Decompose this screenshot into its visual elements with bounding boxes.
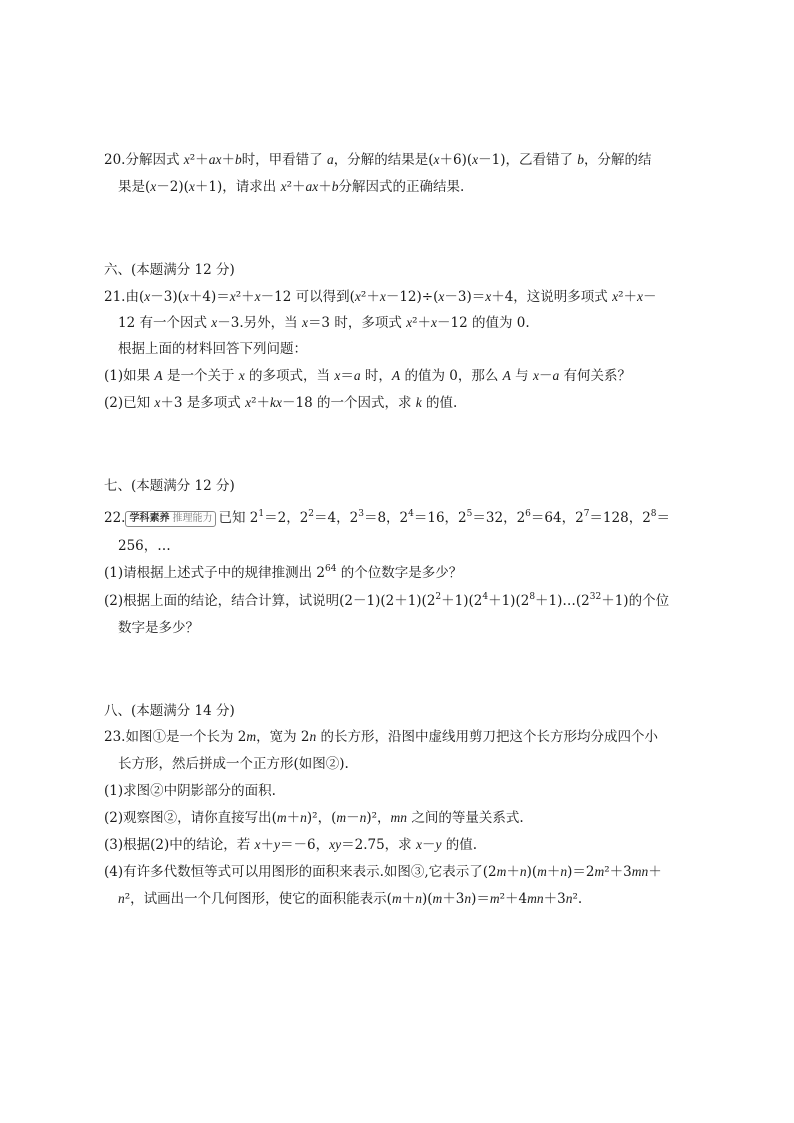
q21-line-1: 21.由(x－3)(x＋4)＝x²＋x－12 可以得到(x²＋x－12)÷(x－3)＝x＋4，这说明多项式 x²＋x－ xyxy=(104,289,657,305)
q23-line-2: 长方形，然后拼成一个正方形(如图②). xyxy=(118,756,349,772)
q22-line-1: 22. 学科素养 推理能力 已知 $2^1=2$，$2^2=4$，$2^3=8$，$2^4=16$，$2^5=32$，$2^6=64$，$2^7=128$，$2^8=$ xyxy=(104,509,671,526)
q21-line-2: 12 有一个因式 x－3.另外，当 x＝3 时，多项式 x²＋x－12 的值为 0. xyxy=(118,315,530,331)
q20-line-1: 20.分解因式 x²＋ax＋b时，甲看错了 a，分解的结果是(x＋6)(x－1)，乙看错了 b，分解的结 xyxy=(104,152,652,168)
q23-line-1: 23.如图①是一个长为 2m，宽为 2n 的长方形，沿图中虚线用剪刀把这个长方形均分成四个小 xyxy=(104,729,659,745)
q22-part-2-cont: 数字是多少？ xyxy=(118,620,199,636)
q23-part-4: (4)有许多代数恒等式可以用图形的面积来表示.如图③,它表示了(2m＋n)(m＋n)＝2m²＋3mn＋ xyxy=(104,864,662,880)
q23-part-4-cont: n²，试画出一个几何图形，使它的面积能表示(m＋n)(m＋3n)＝m²＋4mn＋3n². xyxy=(118,891,583,907)
q22-part-2: (2)根据上面的结论，结合计算，试说明$(2-1)(2+1)(2^2+1)(2^4+1)(2^8+1)\dots(2^{32}+1)$的个位 xyxy=(104,592,670,609)
q21-part-2: (2)已知 x＋3 是多项式 x²＋kx－18 的一个因式，求 k 的值. xyxy=(104,395,458,411)
q21-line-3: 根据上面的材料回答下列问题： xyxy=(118,341,307,357)
q22-part-1: (1)请根据上述式子中的规律推测出 $2^{64}$ 的个位数字是多少？ xyxy=(104,564,463,581)
q21-part-1: (1)如果 A 是一个关于 x 的多项式，当 x＝a 时，A 的值为 0，那么 A 与 x－a 有何关系？ xyxy=(104,368,632,384)
q20-line-2: 果是(x－2)(x＋1)，请求出 x²＋ax＋b分解因式的正确结果. xyxy=(118,179,465,195)
section-7-title: 七、(本题满分 12 分) xyxy=(104,478,235,494)
subject-literacy-badge: 学科素养 推理能力 xyxy=(125,511,216,527)
section-6-title: 六、(本题满分 12 分) xyxy=(104,262,235,278)
q23-part-1: (1)求图②中阴影部分的面积. xyxy=(104,783,276,799)
q23-part-2: (2)观察图②，请你直接写出(m＋n)²，(m－n)²，mn 之间的等量关系式. xyxy=(104,810,524,826)
section-8-title: 八、(本题满分 14 分) xyxy=(104,703,235,719)
q23-part-3: (3)根据(2)中的结论，若 x＋y＝－6，xy＝2.75，求 x－y 的值. xyxy=(104,837,478,853)
q22-line-2: 256，… xyxy=(118,538,171,554)
